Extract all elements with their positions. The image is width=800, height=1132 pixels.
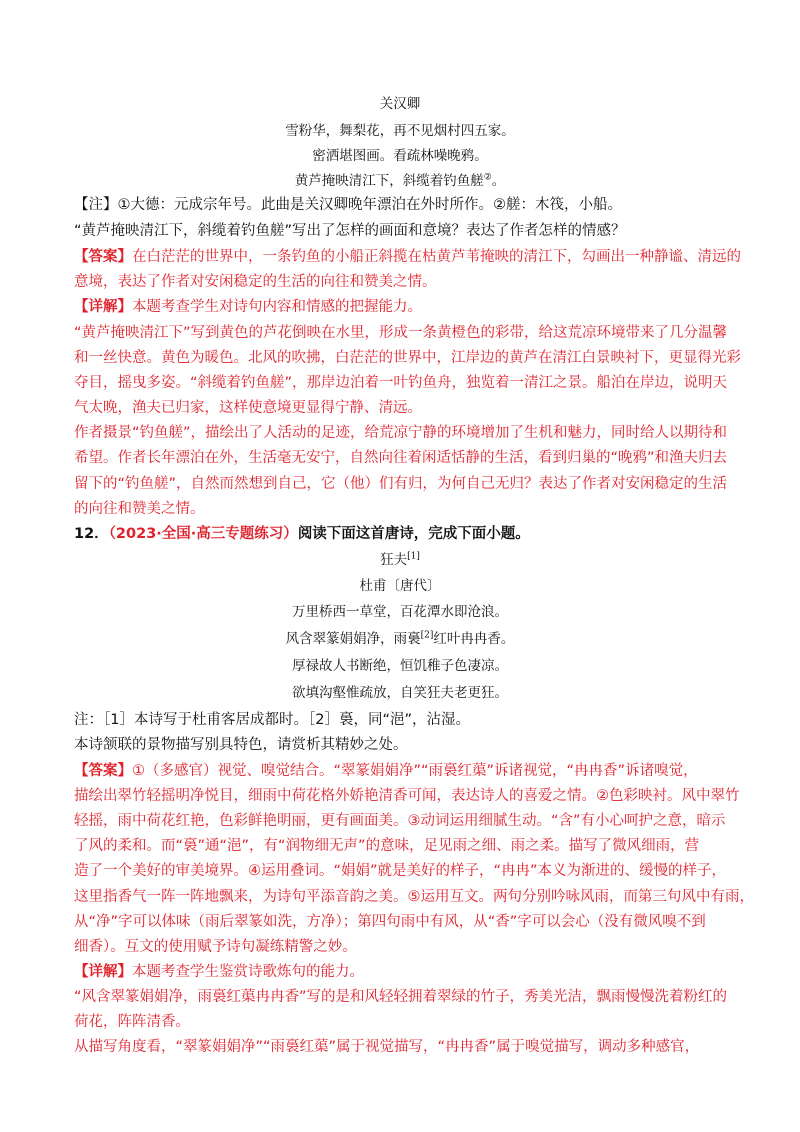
answer-1-line: 意境，表达了作者对安闲稳定的生活的向往和赞美之情。 bbox=[74, 274, 437, 290]
answer-1-line: 【答案】在白茫茫的世界中，一条钓鱼的小船正斜揽在枯黄芦苇掩映的清江下，勾画出一种静谧、清远的 bbox=[74, 249, 741, 265]
explain-label: 【详解】 bbox=[74, 964, 132, 980]
explain-1-line: 作者摄景“钓鱼艖”，描绘出了人活动的足迹，给荒凉宁静的环境增加了生机和魅力，同时给人以期待和 bbox=[74, 425, 728, 441]
answer-label: 【答案】 bbox=[74, 763, 132, 779]
explain-2-line: 从描写角度看，“翠篆娟娟净”“雨裛红蕖”属于视觉描写，“冉冉香”属于嗅觉描写，调动多种感官， bbox=[74, 1039, 700, 1055]
explain-1-line: 希望。作者长年漂泊在外，生活毫无安宁，自然向往着闲适恬静的生活，看到归巢的“晚鸦”和渔夫归去 bbox=[74, 450, 728, 466]
explain-1-line: 留下的“钓鱼艖”，自然而然想到自己，它（他）们有归，为何自己无归？表达了作者对安闲稳定的生活 bbox=[74, 476, 728, 492]
poem2-author: 杜甫〔唐代〕 bbox=[359, 578, 441, 594]
poem1-line: 雪粉华，舞梨花，再不见烟村四五家。 bbox=[285, 123, 515, 139]
explain-2-line: “风含翠篆娟娟净，雨裛红蕖冉冉香”写的是和风轻轻拥着翠绿的竹子，秀美光洁，飘雨慢慢洗着粉红的 bbox=[74, 989, 728, 1005]
answer-2-line: 细香）。互文的使用赋予诗句凝练精警之妙。 bbox=[74, 939, 357, 955]
explain-1-line: “黄芦掩映清江下”写到黄色的芦花倒映在水里，形成一条黄橙色的彩带，给这荒凉环境带来了几分温馨 bbox=[74, 325, 728, 341]
explain-2-line: 【详解】本题考查学生鉴赏诗歌炼句的能力。 bbox=[74, 964, 364, 980]
poem1-line: 密洒堪图画。看疏林噪晚鸦。 bbox=[312, 148, 488, 164]
answer-2-line: 轻摇，雨中荷花红艳，色彩鲜艳明丽，更有画面美。③动词运用细腻生动。“含”有小心呵护之意，暗示 bbox=[74, 813, 726, 829]
answer-2-line: 从“净”字可以体味（雨后翠篆如洗，方净）；第四句雨中有风，从“香”字可以会心（没有微风嗅不到 bbox=[74, 914, 706, 930]
poem2-note: 注：［1］本诗写于杜甫客居成都时。［2］裛，同“浥”，沾湿。 bbox=[74, 712, 470, 728]
answer-2-line: 这里指香气一阵一阵地飘来，为诗句平添音韵之美。⑤运用互文。两句分别吟咏风雨，而第三句风中有雨， bbox=[74, 889, 754, 905]
poem2-line: 欲填沟壑惟疏放，自笑狂夫老更狂。 bbox=[292, 685, 508, 701]
poem1-line: 黄芦掩映清江下，斜缆着钓鱼艖②。 bbox=[294, 172, 506, 189]
poem2-title: 狂夫[1] bbox=[380, 551, 420, 568]
explain-label: 【详解】 bbox=[74, 299, 132, 315]
explain-1-line: 夺目，摇曳多姿。“斜缆着钓鱼艖”，那岸边泊着一叶钓鱼舟，独览着一清江之景。船泊在岸边，说明天 bbox=[74, 375, 728, 391]
poem2-line: 厚禄故人书断绝，恒饥稚子色凄凉。 bbox=[292, 658, 508, 674]
explain-1-line: 和一丝快意。黄色为暖色。北风的吹拂，白茫茫的世界中，江岸边的黄芦在清江白景映衬下，更显得光彩 bbox=[74, 350, 741, 366]
explain-1-line: 【详解】本题考查学生对诗句内容和情感的把握能力。 bbox=[74, 299, 422, 315]
answer-2-line: 【答案】①（多感官）视觉、嗅觉结合。“翠篆娟娟净”“雨裛红蕖”诉诸视觉，“冉冉香”诉诸嗅觉， bbox=[74, 763, 698, 779]
explain-1-line: 的向往和赞美之情。 bbox=[74, 501, 205, 517]
answer-2-line: 描绘出翠竹轻摇明净悦目，细雨中荷花格外娇艳清香可闻，表达诗人的喜爱之情。②色彩映衬。风中翠竹 bbox=[74, 788, 740, 804]
answer-2-line: 了风的柔和。而“裛”通“浥”，有“润物细无声”的意味，足见雨之细、雨之柔。描写了微风细雨，营 bbox=[74, 838, 700, 854]
poem2-line: 万里桥西一草堂，百花潭水即沧浪。 bbox=[292, 604, 508, 620]
poem1-line-end: 。 bbox=[491, 173, 506, 189]
poem1-note: 【注】①大德：元成宗年号。此曲是关汉卿晚年漂泊在外时所作。②艖：木筏，小船。 bbox=[74, 197, 622, 213]
poem2-line: 风含翠篆娟娟净，雨裛[2]红叶冉冉香。 bbox=[285, 630, 515, 647]
explain-2-line: 荷花，阵阵清香。 bbox=[74, 1014, 190, 1030]
answer-label: 【答案】 bbox=[74, 249, 132, 265]
answer-2-line: 造了一个美好的审美境界。④运用叠词。“娟娟”就是美好的样子，“冉冉”本义为渐进的、缓慢的样子， bbox=[74, 863, 727, 879]
explain-1-line: 气太晚，渔夫已归家，这样使意境更显得宁静、清远。 bbox=[74, 400, 422, 416]
poem1-author: 关汉卿 bbox=[379, 96, 421, 112]
question-12: 本诗颔联的景物描写别具特色，请赏析其精妙之处。 bbox=[74, 737, 408, 753]
question-12-heading: 12．（2023·全国·高三专题练习）阅读下面这首唐诗，完成下面小题。 bbox=[74, 526, 530, 542]
question-1: “黄芦掩映清江下，斜缆着钓鱼艖”写出了怎样的画面和意境？表达了作者怎样的情感？ bbox=[74, 223, 626, 239]
